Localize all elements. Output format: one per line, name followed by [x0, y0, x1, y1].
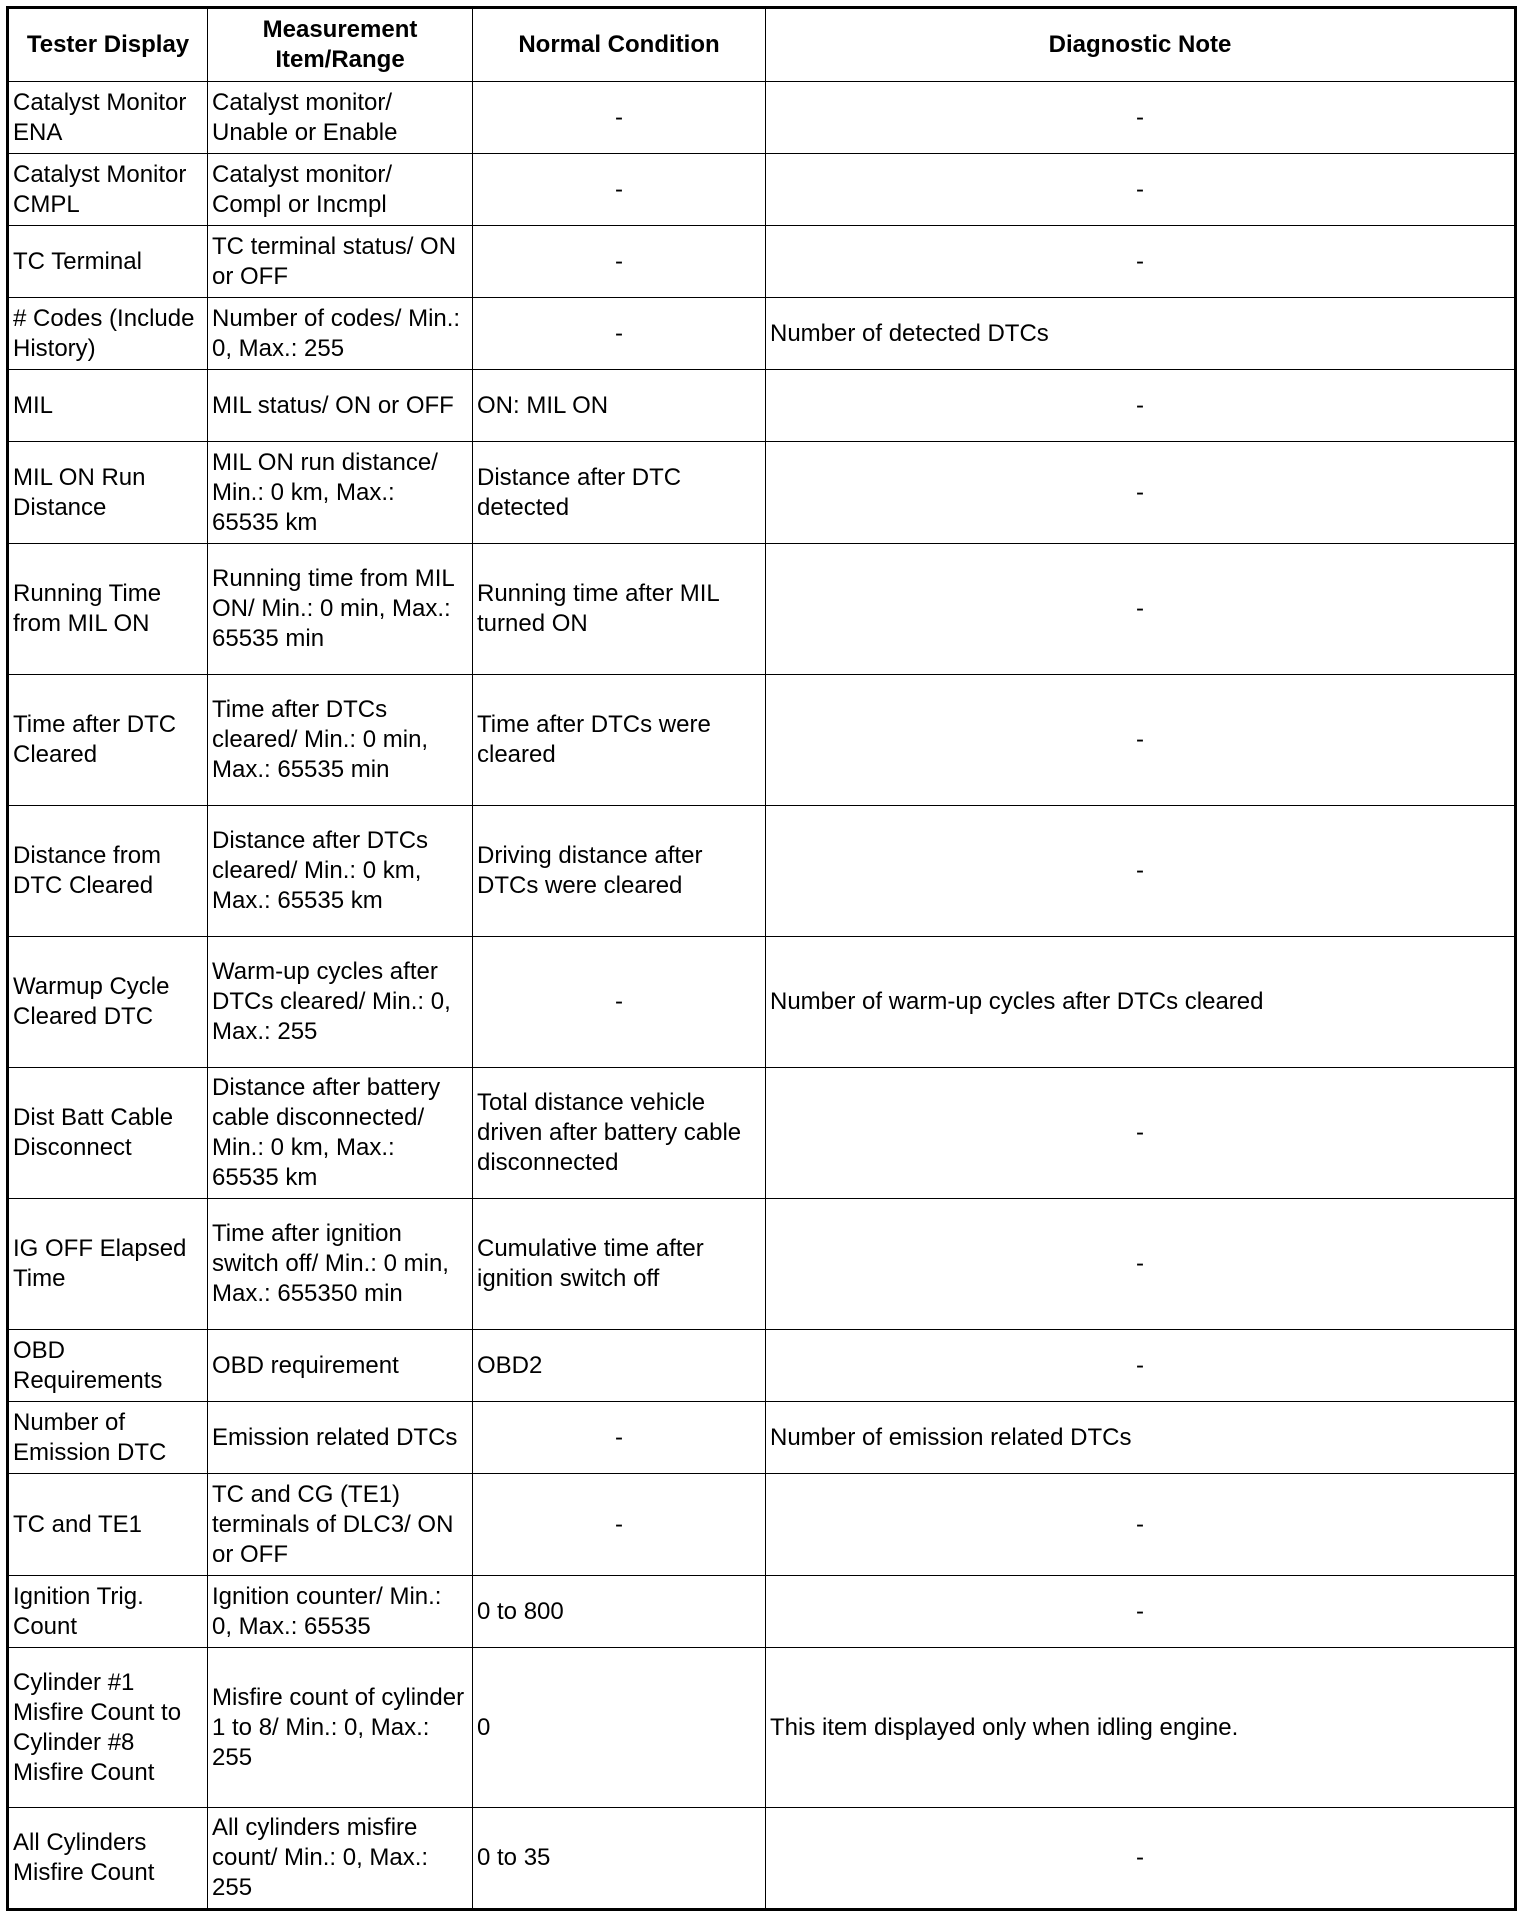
cell-measurement-item: Misfire count of cylinder 1 to 8/ Min.: 0, Max.: 255 — [208, 1648, 473, 1808]
cell-measurement-item: Emission related DTCs — [208, 1402, 473, 1474]
cell-normal-condition: Running time after MIL turned ON — [473, 544, 766, 675]
cell-diagnostic-note: - — [766, 1576, 1516, 1648]
cell-diagnostic-note: - — [766, 1330, 1516, 1402]
cell-measurement-item: Ignition counter/ Min.: 0, Max.: 65535 — [208, 1576, 473, 1648]
table-row — [8, 226, 1516, 298]
cell-normal-condition: ON: MIL ON — [473, 370, 766, 442]
cell-diagnostic-note: - — [766, 442, 1516, 544]
cell-tester-display: Warmup Cycle Cleared DTC — [8, 937, 208, 1068]
cell-normal-condition: Distance after DTC detected — [473, 442, 766, 544]
cell-tester-display: MIL ON Run Distance — [8, 442, 208, 544]
cell-diagnostic-note: - — [766, 154, 1516, 226]
cell-measurement-item: MIL status/ ON or OFF — [208, 370, 473, 442]
data-list-table — [6, 6, 1517, 1911]
cell-tester-display: TC and TE1 — [8, 1474, 208, 1576]
cell-normal-condition: - — [473, 154, 766, 226]
table-row — [8, 1402, 1516, 1474]
cell-diagnostic-note: - — [766, 1474, 1516, 1576]
cell-diagnostic-note: - — [766, 370, 1516, 442]
data-list-sheet — [6, 6, 1514, 1911]
table-row — [8, 937, 1516, 1068]
cell-measurement-item: Running time from MIL ON/ Min.: 0 min, Max.: 65535 min — [208, 544, 473, 675]
cell-tester-display: OBD Requirements — [8, 1330, 208, 1402]
cell-normal-condition: - — [473, 226, 766, 298]
table-row — [8, 1330, 1516, 1402]
table-row — [8, 1068, 1516, 1199]
cell-tester-display: All Cylinders Misfire Count — [8, 1808, 208, 1910]
cell-measurement-item: Time after ignition switch off/ Min.: 0 min, Max.: 655350 min — [208, 1199, 473, 1330]
cell-tester-display: Catalyst Monitor ENA — [8, 82, 208, 154]
cell-diagnostic-note: - — [766, 806, 1516, 937]
cell-diagnostic-note: - — [766, 1068, 1516, 1199]
cell-tester-display: MIL — [8, 370, 208, 442]
cell-measurement-item: Distance after DTCs cleared/ Min.: 0 km, Max.: 65535 km — [208, 806, 473, 937]
table-row — [8, 154, 1516, 226]
cell-tester-display: Cylinder #1 Misfire Count to Cylinder #8 Misfire Count — [8, 1648, 208, 1808]
cell-normal-condition: - — [473, 937, 766, 1068]
header-tester-display: Tester Display — [8, 8, 208, 82]
table-row — [8, 82, 1516, 154]
table-row — [8, 675, 1516, 806]
table-row — [8, 298, 1516, 370]
header-measurement-item: Measurement Item/Range — [208, 8, 473, 82]
table-row — [8, 370, 1516, 442]
cell-normal-condition: - — [473, 1402, 766, 1474]
cell-tester-display: Number of Emission DTC — [8, 1402, 208, 1474]
cell-measurement-item: Catalyst monitor/ Compl or Incmpl — [208, 154, 473, 226]
cell-diagnostic-note: - — [766, 544, 1516, 675]
cell-normal-condition: - — [473, 298, 766, 370]
cell-diagnostic-note: - — [766, 675, 1516, 806]
cell-normal-condition: 0 — [473, 1648, 766, 1808]
table-row — [8, 442, 1516, 544]
cell-normal-condition: - — [473, 82, 766, 154]
cell-diagnostic-note: - — [766, 1808, 1516, 1910]
cell-tester-display: # Codes (Include History) — [8, 298, 208, 370]
cell-measurement-item: Warm-up cycles after DTCs cleared/ Min.: 0, Max.: 255 — [208, 937, 473, 1068]
cell-normal-condition: Driving distance after DTCs were cleared — [473, 806, 766, 937]
cell-measurement-item: All cylinders misfire count/ Min.: 0, Max.: 255 — [208, 1808, 473, 1910]
cell-diagnostic-note: Number of detected DTCs — [766, 298, 1516, 370]
table-row — [8, 1576, 1516, 1648]
cell-diagnostic-note: Number of emission related DTCs — [766, 1402, 1516, 1474]
cell-measurement-item: TC and CG (TE1) terminals of DLC3/ ON or OFF — [208, 1474, 473, 1576]
cell-tester-display: TC Terminal — [8, 226, 208, 298]
cell-tester-display: Dist Batt Cable Disconnect — [8, 1068, 208, 1199]
cell-normal-condition: Total distance vehicle driven after battery cable disconnected — [473, 1068, 766, 1199]
table-row — [8, 544, 1516, 675]
cell-normal-condition: OBD2 — [473, 1330, 766, 1402]
cell-tester-display: Ignition Trig. Count — [8, 1576, 208, 1648]
table-row — [8, 1648, 1516, 1808]
table-row — [8, 806, 1516, 937]
cell-tester-display: Running Time from MIL ON — [8, 544, 208, 675]
cell-tester-display: Distance from DTC Cleared — [8, 806, 208, 937]
header-normal-condition: Normal Condition — [473, 8, 766, 82]
cell-diagnostic-note: - — [766, 82, 1516, 154]
cell-diagnostic-note: Number of warm-up cycles after DTCs cleared — [766, 937, 1516, 1068]
cell-measurement-item: Distance after battery cable disconnected/ Min.: 0 km, Max.: 65535 km — [208, 1068, 473, 1199]
cell-diagnostic-note: - — [766, 226, 1516, 298]
cell-measurement-item: MIL ON run distance/ Min.: 0 km, Max.: 65535 km — [208, 442, 473, 544]
cell-tester-display: Catalyst Monitor CMPL — [8, 154, 208, 226]
cell-diagnostic-note: This item displayed only when idling engine. — [766, 1648, 1516, 1808]
cell-diagnostic-note: - — [766, 1199, 1516, 1330]
table-row — [8, 1808, 1516, 1910]
cell-tester-display: IG OFF Elapsed Time — [8, 1199, 208, 1330]
table-header-row — [8, 8, 1516, 82]
cell-normal-condition: Cumulative time after ignition switch off — [473, 1199, 766, 1330]
cell-tester-display: Time after DTC Cleared — [8, 675, 208, 806]
table-row — [8, 1474, 1516, 1576]
cell-measurement-item: Time after DTCs cleared/ Min.: 0 min, Max.: 65535 min — [208, 675, 473, 806]
cell-normal-condition: - — [473, 1474, 766, 1576]
table-row — [8, 1199, 1516, 1330]
cell-normal-condition: 0 to 800 — [473, 1576, 766, 1648]
cell-normal-condition: Time after DTCs were cleared — [473, 675, 766, 806]
cell-measurement-item: OBD requirement — [208, 1330, 473, 1402]
table-body — [8, 82, 1516, 1910]
header-diagnostic-note: Diagnostic Note — [766, 8, 1516, 82]
cell-measurement-item: Catalyst monitor/ Unable or Enable — [208, 82, 473, 154]
cell-measurement-item: Number of codes/ Min.: 0, Max.: 255 — [208, 298, 473, 370]
cell-measurement-item: TC terminal status/ ON or OFF — [208, 226, 473, 298]
cell-normal-condition: 0 to 35 — [473, 1808, 766, 1910]
